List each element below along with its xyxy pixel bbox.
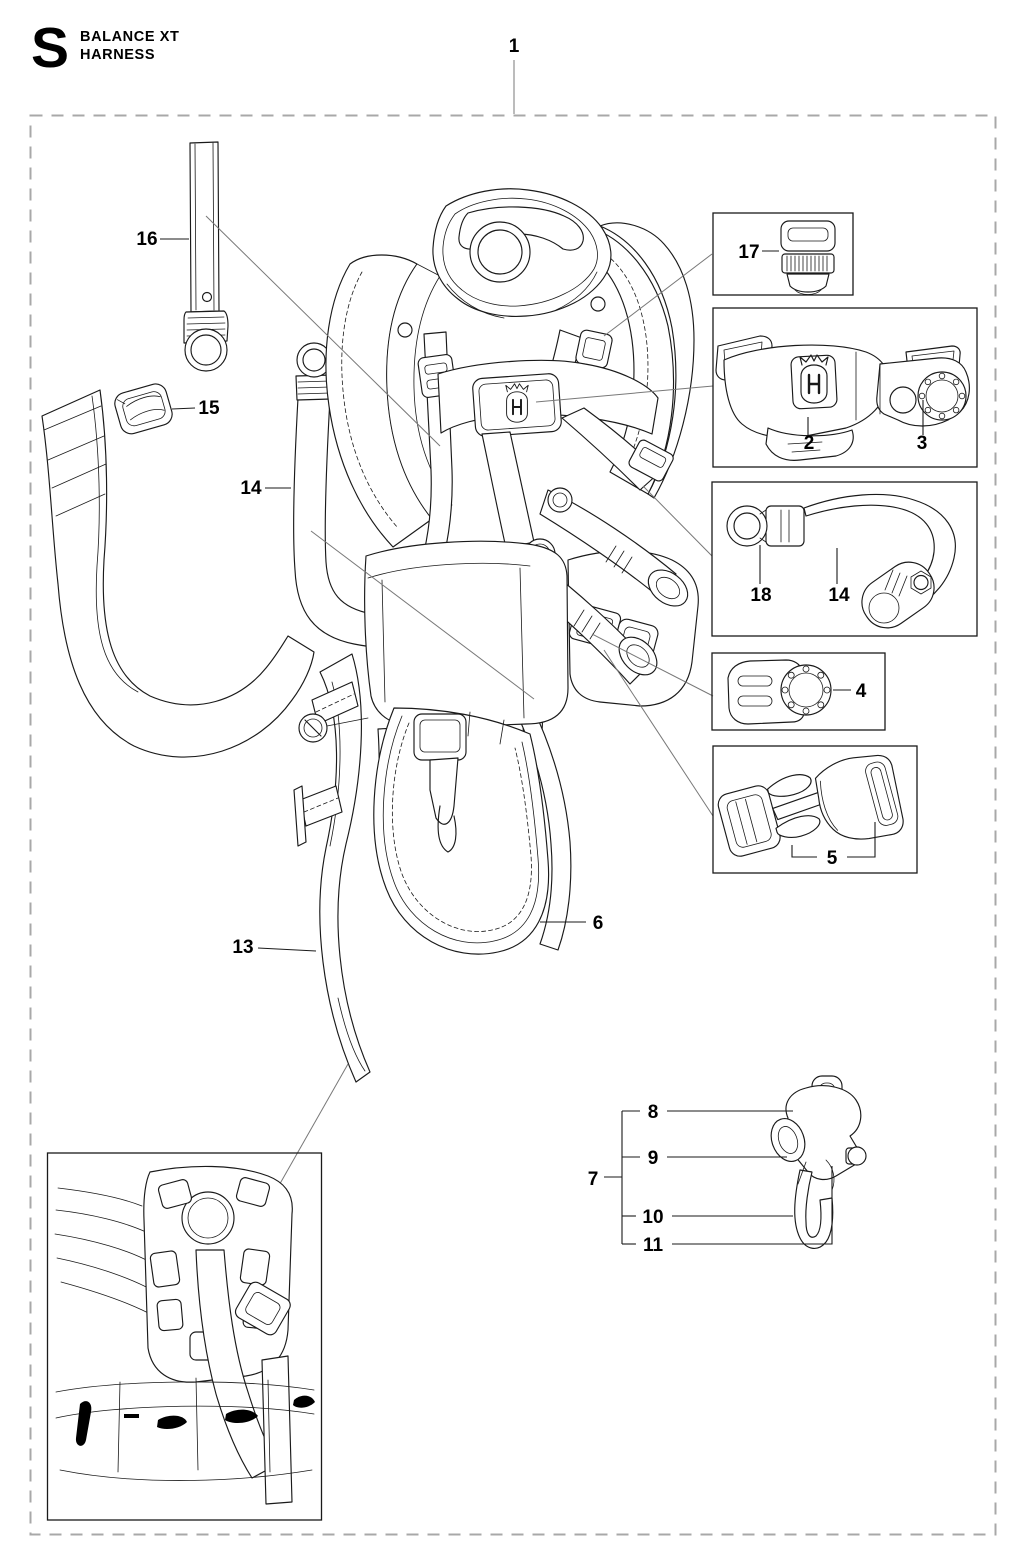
part-label-11: 11 [642,1235,664,1256]
detail-strap-right [262,1356,292,1504]
part-label-5: 5 [826,848,838,869]
hook-part [765,1076,866,1248]
chest-plate-part [716,336,888,460]
ring-buckle-part [728,660,831,724]
detail-box-hip-strap [712,482,977,637]
part-label-6: 6 [592,913,604,934]
detail-box-hip-plates [713,308,977,467]
chest-plate-insitu [472,373,562,437]
part-label-1: 1 [508,36,520,57]
leg-pad [374,708,549,954]
d-ring [548,488,572,512]
slide-buckle-part [112,381,175,436]
ladder-buckle-part [781,221,835,295]
hook-pin-part [848,1147,866,1165]
part-label-17: 17 [738,242,760,263]
hook-loop-part [795,1170,833,1248]
part-label-10: 10 [642,1207,664,1228]
chest-band [438,360,658,437]
detail-box-release-buckle [713,746,917,873]
detail-box-ring-buckle [712,653,885,730]
part-label-16: 16 [136,229,158,250]
back-plate-detail [55,1166,315,1504]
part-label-18: 18 [750,585,772,606]
neck-handle [433,189,611,318]
release-buckle-female [810,748,909,850]
series-letter: S [31,16,70,80]
ring-attachment-part [727,506,767,546]
part-label-7: 7 [587,1169,599,1190]
part-label-3: 3 [916,433,928,454]
strap-hole [591,297,605,311]
hip-strap-boxed-part [727,494,955,637]
detail-box-ladder-buckle [713,213,853,295]
main-harness-illustration [299,189,698,954]
waist-belt-illustration [42,390,314,757]
part-label-14b: 14 [828,585,850,606]
part-label-13: 13 [232,937,254,958]
part-label-9: 9 [647,1148,659,1169]
hook-assembly-group [588,1076,866,1256]
part-label-2: 2 [803,433,815,454]
page-title-line2: HARNESS [80,47,156,63]
header [31,16,179,80]
inset-detail-box [48,1153,322,1520]
page-title-line1: BALANCE XT [80,29,180,45]
part-label-8: 8 [647,1102,659,1123]
part-label-4: 4 [855,681,867,702]
callout-assembly [509,36,520,114]
part-label-14a: 14 [240,478,262,499]
strap-extension-part [184,142,228,371]
part-label-15: 15 [198,398,220,419]
carrying-ring [470,222,530,282]
